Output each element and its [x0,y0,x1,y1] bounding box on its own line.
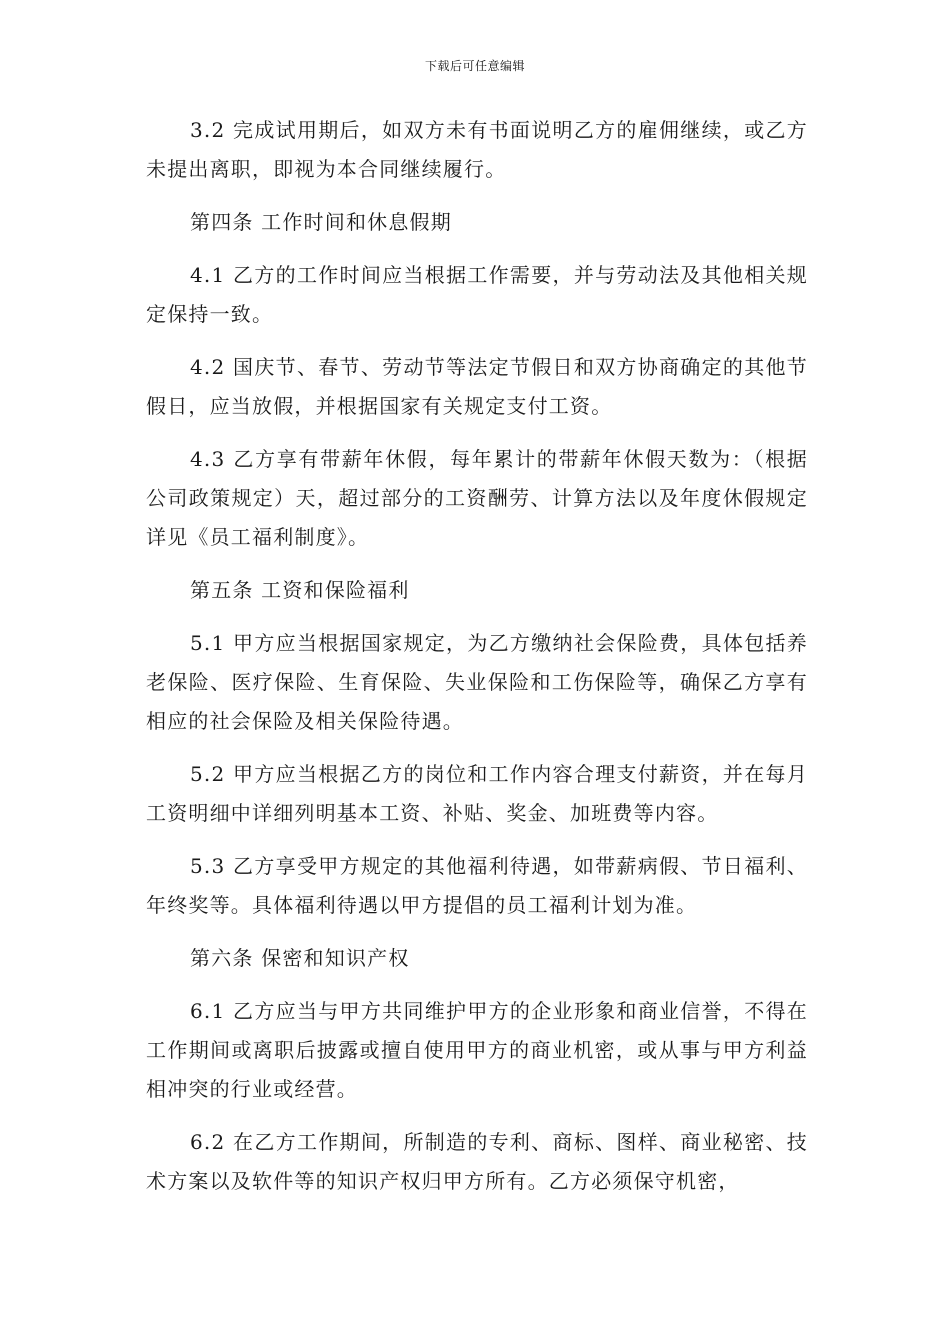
document-body [146,111,808,1215]
clause-5-1: 5.1 甲方应当根据国家规定，为乙方缴纳社会保险费，具体包括养老保险、医疗保险、生育保险、失业保险和工伤保险等，确保乙方享有相应的社会保险及相关保险待遇。 [146,631,808,733]
clause-5-2: 5.2 甲方应当根据乙方的岗位和工作内容合理支付薪资，并在每月工资明细中详细列明基本工资、补贴、奖金、加班费等内容。 [146,762,808,825]
clause-6-2: 6.2 在乙方工作期间，所制造的专利、商标、图样、商业秘密、技术方案以及软件等的知识产权归甲方所有。乙方必须保守机密， [146,1130,808,1193]
clause-3-2: 3.2 完成试用期后，如双方未有书面说明乙方的雇佣继续，或乙方未提出离职，即视为本合同继续履行。 [146,118,808,181]
article-4-heading: 第四条 工作时间和休息假期 [190,210,452,234]
article-6-heading: 第六条 保密和知识产权 [190,946,410,970]
page-header: 下载后可任意编辑 [424,59,525,73]
clause-6-1: 6.1 乙方应当与甲方共同维护甲方的企业形象和商业信誉，不得在工作期间或离职后披露或擅自使用甲方的商业机密，或从事与甲方利益相冲突的行业或经营。 [146,999,808,1101]
clause-5-3: 5.3 乙方享受甲方规定的其他福利待遇，如带薪病假、节日福利、年终奖等。具体福利待遇以甲方提倡的员工福利计划为准。 [146,854,808,917]
clause-4-3: 4.3 乙方享有带薪年休假，每年累计的带薪年休假天数为：（根据公司政策规定）天，超过部分的工资酬劳、计算方法以及年度休假规定详见《员工福利制度》。 [146,447,808,549]
clause-4-1: 4.1 乙方的工作时间应当根据工作需要，并与劳动法及其他相关规定保持一致。 [146,263,808,326]
clause-4-2: 4.2 国庆节、春节、劳动节等法定节假日和双方协商确定的其他节假日，应当放假，并根据国家有关规定支付工资。 [146,355,808,418]
article-5-heading: 第五条 工资和保险福利 [190,578,410,602]
